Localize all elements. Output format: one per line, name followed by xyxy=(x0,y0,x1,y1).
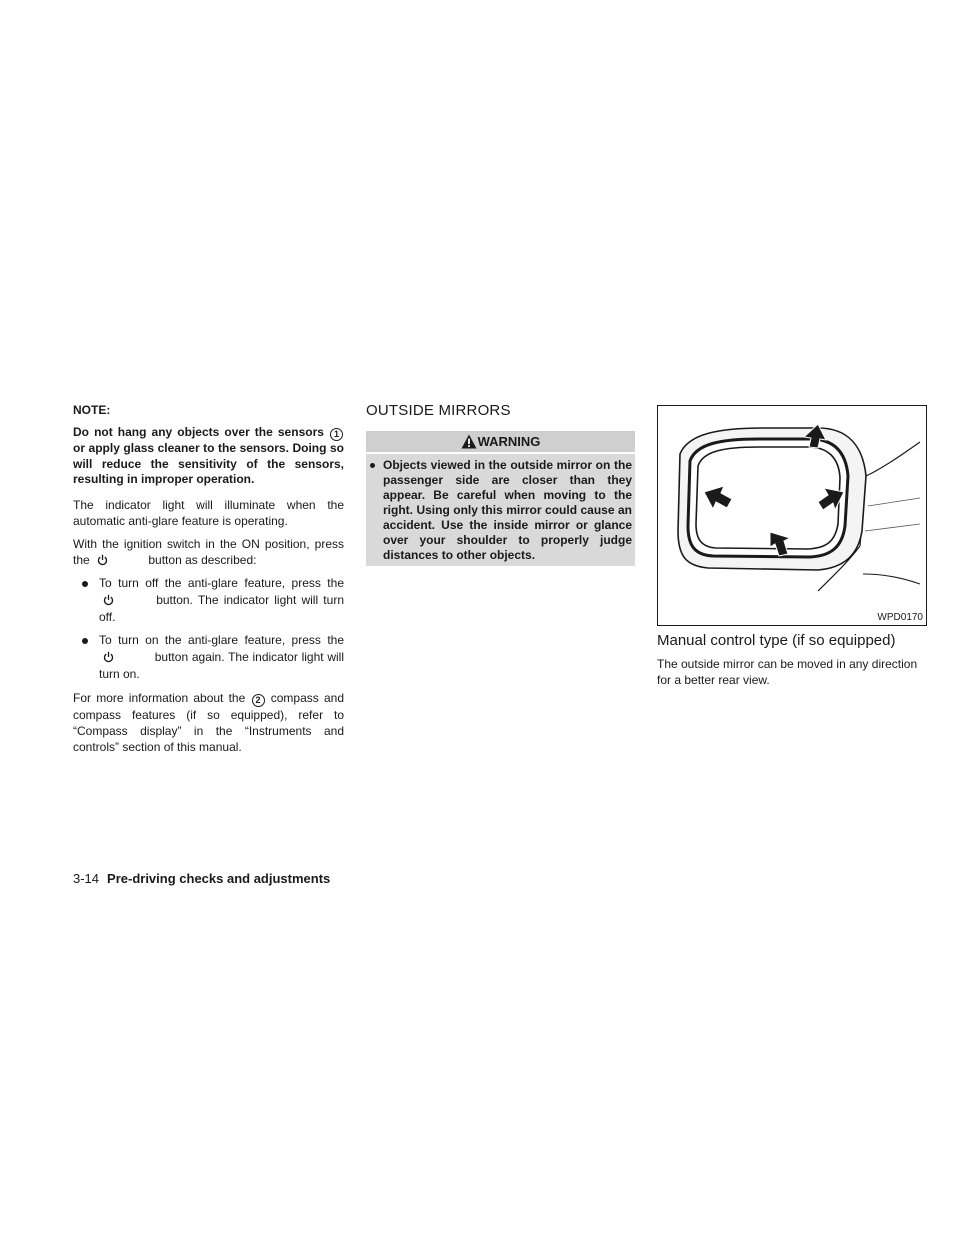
compass-paragraph-text-a: For more information about the xyxy=(73,690,246,705)
anti-glare-bullet-list xyxy=(73,575,344,683)
warning-box xyxy=(366,431,635,566)
warning-triangle-icon xyxy=(461,434,477,449)
figure-code: WPD0170 xyxy=(877,612,923,623)
outside-mirror-illustration xyxy=(658,406,926,606)
middle-column xyxy=(366,400,635,566)
indicator-paragraph: The indicator light will illuminate when the automatic anti-glare feature is operating. xyxy=(73,497,344,528)
bullet1-text-b: button. The indicator light will turn off. xyxy=(99,592,344,624)
power-button-icon xyxy=(99,592,151,609)
figure-caption: Manual control type (if so equipped) xyxy=(657,632,896,649)
right-column xyxy=(657,405,927,688)
page-number: 3-14 xyxy=(73,871,100,886)
bullet-dot xyxy=(370,463,375,468)
warning-text: Objects viewed in the outside mirror on the passenger side are closer than they appear. Be careful when moving to the right. Using only this mirror could cause an accident. Use the inside mirror or glance over your shoulder to properly judge distances to other objects. xyxy=(383,458,632,562)
bullet-dot xyxy=(82,638,88,644)
section-title: OUTSIDE MIRRORS xyxy=(366,402,511,419)
warning-label: WARNING xyxy=(477,434,541,449)
mirror-description: The outside mirror can be moved in any direction for a better rear view. xyxy=(657,657,918,687)
power-button-icon xyxy=(99,649,151,666)
note-text-part1: Do not hang any objects over the sensors xyxy=(73,425,324,439)
bullet2-text-a: To turn on the anti-glare feature, press the xyxy=(99,632,344,647)
list-item xyxy=(73,575,344,626)
note-text-part2: or apply glass cleaner to the sensors. Doing so will reduce the sensitivity of the sensors, resulting in improper operation. xyxy=(73,441,344,486)
mirror-figure xyxy=(657,405,927,626)
compass-paragraph xyxy=(73,690,344,755)
bullet-dot xyxy=(82,581,88,587)
note-text xyxy=(73,425,344,488)
compass-marker-2: 2 xyxy=(252,694,265,707)
bullet1-text-a: To turn off the anti-glare feature, press the xyxy=(99,575,344,590)
footer-section-name: Pre-driving checks and adjustments xyxy=(107,871,331,886)
press-paragraph-text-b: button as described: xyxy=(148,552,257,567)
power-button-icon xyxy=(93,552,145,568)
compass-paragraph-text-b: compass and compass features (if so equipped), refer to “Compass display” in the “Instruments and controls” section of this manual. xyxy=(73,690,344,754)
list-item xyxy=(73,632,344,683)
note-label: NOTE: xyxy=(73,403,111,417)
sensor-marker-1: 1 xyxy=(330,428,343,441)
press-paragraph xyxy=(73,536,344,568)
warning-body xyxy=(366,454,635,566)
bullet2-text-b: button again. The indicator light will turn on. xyxy=(99,649,344,681)
page-footer xyxy=(73,871,330,886)
warning-header xyxy=(366,431,635,454)
left-column xyxy=(73,400,344,762)
press-paragraph-text-a: With the ignition switch in the ON position, press the xyxy=(73,536,344,567)
